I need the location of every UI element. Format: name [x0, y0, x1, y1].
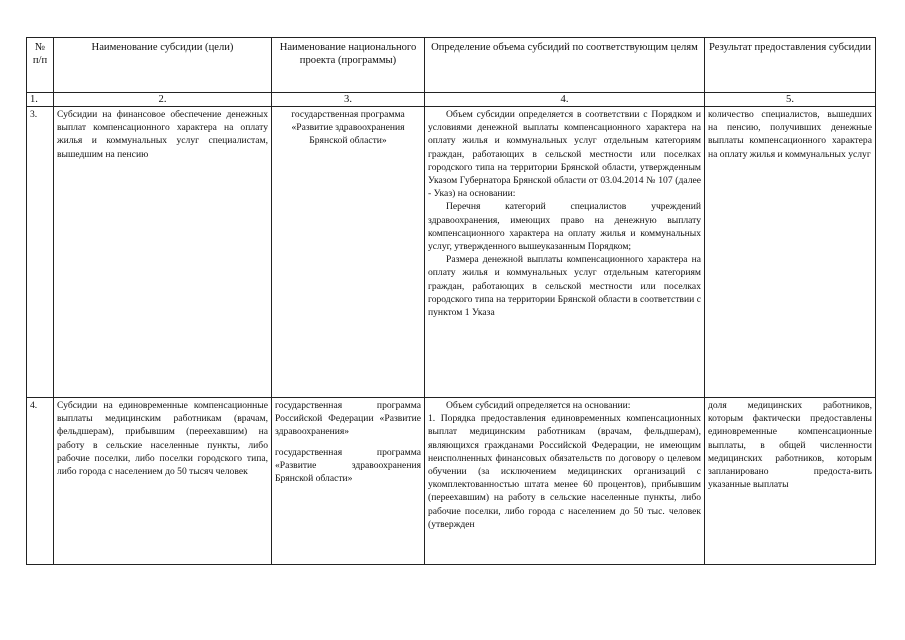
- program-name: государственная программа Российской Федерации «Развитие здравоохранения»: [275, 400, 421, 438]
- table-row: [27, 107, 876, 398]
- volume-paragraph: Размера денежной выплаты компенсационного характера на оплату жилья и коммунальных услуг отдельным категориям граждан, работающих в сельской местности или поселках городского типа на территории Брянской области в соответствии с пунктом 1 Указа: [428, 254, 701, 319]
- program-cell: [272, 107, 425, 398]
- header-project: Наименование национального проекта (программы): [272, 38, 425, 93]
- table-row: [27, 398, 876, 565]
- program-name: государственная программа «Развитие здравоохранения Брянской области»: [275, 446, 421, 485]
- program-name: государственная программа «Развитие здравоохранения Брянской области»: [291, 109, 405, 147]
- volume-cell: [425, 398, 705, 565]
- column-number: 2.: [54, 93, 272, 107]
- subsidy-table: [26, 37, 876, 565]
- volume-cell: [425, 107, 705, 398]
- column-number-row: [27, 93, 876, 107]
- row-number: 4.: [27, 398, 54, 565]
- subsidy-name: Субсидии на единовременные компенсационные выплаты медицинским работникам (врачам, фельдшерам), прибывшим (переехавшим) на работу в сельские населенные пункты, либо рабочие поселки, либо поселки городского типа, либо города с населением до 50 тысяч человек: [54, 398, 272, 565]
- program-cell: [272, 398, 425, 565]
- volume-paragraph: Перечня категорий специалистов учреждений здравоохранения, имеющих право на денежную выплату компенсационного характера на оплату жилья и коммунальных услуг, утвержденного вышеуказанным Порядком;: [428, 201, 701, 253]
- volume-paragraph: 1. Порядка предоставления единовременных компенсационных выплат медицинским работникам (врачам, фельдшерам), являющихся гражданами Российской Федерации, не имеющим неисполненных финансовых обязательств по договору о целевом обучении (за исключением медицинских организаций с укомплектованностью штата менее 60 процентов), прибывшим (переехавшим) на работу в сельские населенные пункты, либо рабочие поселки, либо города с населением до 50 тыс. человек (утвержден: [428, 413, 701, 530]
- subsidy-name: Субсидии на финансовое обеспечение денежных выплат компенсационного характера на оплату жилья и коммунальных услуг специалистам, вышедшим на пенсию: [54, 107, 272, 398]
- result-text: доля медицинских работников, которым фактически предоставлены единовременные компенсационные выплаты, в общей численности медицинских работников, которым запланировано предоста-вить указанные выплаты: [705, 398, 876, 565]
- volume-paragraph: Объем субсидий определяется на основании:: [446, 400, 631, 411]
- result-text: количество специалистов, вышедших на пенсию, получивших денежные выплаты компенсационного характера на оплату жилья и коммунальных услуг: [705, 107, 876, 398]
- column-number: 4.: [425, 93, 705, 107]
- header-num: № п/п: [27, 38, 54, 93]
- row-number: 3.: [27, 107, 54, 398]
- header-row: [27, 38, 876, 93]
- column-number: 5.: [705, 93, 876, 107]
- column-number: 3.: [272, 93, 425, 107]
- header-result: Результат предоставления субсидии: [705, 38, 876, 93]
- column-number: 1.: [27, 93, 54, 107]
- header-subsidy: Наименование субсидии (цели): [54, 38, 272, 93]
- volume-paragraph: Объем субсидии определяется в соответствии с Порядком и условиями денежной выплаты компенсационного характера на оплату жилья и коммунальных услуг отдельным категориям граждан, работающих в сельской местности или поселках городского типа на территории Брянской области, утвержденным Указом Губернатора Брянской области от 03.04.2014 № 107 (далее - Указ) на основании:: [428, 109, 701, 200]
- header-volume: Определение объема субсидий по соответствующим целям: [425, 38, 705, 93]
